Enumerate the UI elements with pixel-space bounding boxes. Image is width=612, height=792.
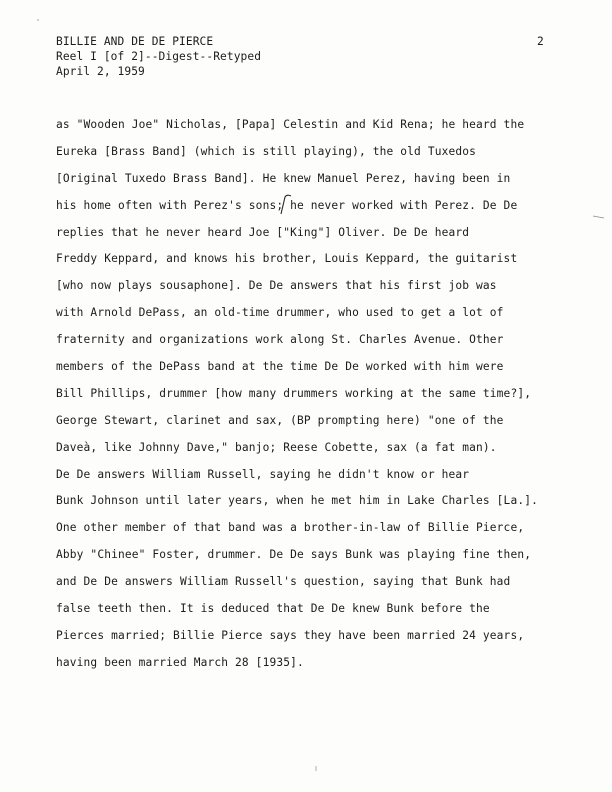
text-line: and De De answers William Russell's question, saying that Bunk had	[56, 575, 511, 589]
text-line: [Original Tuxedo Brass Band]. He knew Manuel Perez, having been in	[56, 171, 511, 185]
scan-speck	[592, 214, 606, 220]
text-line: having been married March 28 [1935].	[56, 655, 304, 669]
text-line: [who now plays sousaphone]. De De answers that his first job was	[56, 279, 497, 293]
scan-speck	[314, 766, 318, 772]
document-header	[56, 34, 476, 79]
scan-speck	[36, 18, 40, 22]
document-title: BILLIE AND DE DE PIERCE	[56, 35, 214, 48]
reel-label: Reel I [of 2]--Digest--Retyped	[56, 50, 262, 63]
text-line: George Stewart, clarinet and sax, (BP prompting here) "one of the	[56, 413, 504, 427]
body-text	[56, 117, 556, 682]
text-line: Bill Phillips, drummer [how many drummers working at the same time?],	[56, 386, 532, 400]
text-line: replies that he never heard Joe ["King"] Oliver. De De heard	[56, 225, 470, 239]
text-line: fraternity and organizations work along St. Charles Avenue. Other	[56, 333, 504, 347]
text-line: Freddy Keppard, and knows his brother, Louis Keppard, the guitarist	[56, 252, 518, 266]
text-line: his home often with Perez's sons; he never worked with Perez. De De	[56, 198, 518, 212]
document-date: April 2, 1959	[56, 65, 145, 78]
text-line: members of the DePass band at the time De De worked with him were	[56, 360, 504, 374]
text-line: false teeth then. It is deduced that De De knew Bunk before the	[56, 602, 490, 616]
text-line: Abby "Chinee" Foster, drummer. De De says Bunk was playing fine then,	[56, 548, 532, 562]
text-line: One other member of that band was a brother-in-law of Billie Pierce,	[56, 521, 525, 535]
text-line: Daveà, like Johnny Dave," banjo; Reese Cobette, sax (a fat man).	[56, 440, 497, 454]
page-number: 2	[537, 35, 544, 48]
text-line: with Arnold DePass, an old-time drummer, who used to get a lot of	[56, 306, 504, 320]
text-line: De De answers William Russell, saying he didn't know or hear	[56, 467, 470, 481]
text-line: Bunk Johnson until later years, when he met him in Lake Charles [La.].	[56, 494, 538, 508]
text-line: Eureka [Brass Band] (which is still playing), the old Tuxedos	[56, 144, 477, 158]
text-line: Pierces married; Billie Pierce says they have been married 24 years,	[56, 628, 525, 642]
text-line: as "Wooden Joe" Nicholas, [Papa] Celestin and Kid Rena; he heard the	[56, 118, 525, 131]
